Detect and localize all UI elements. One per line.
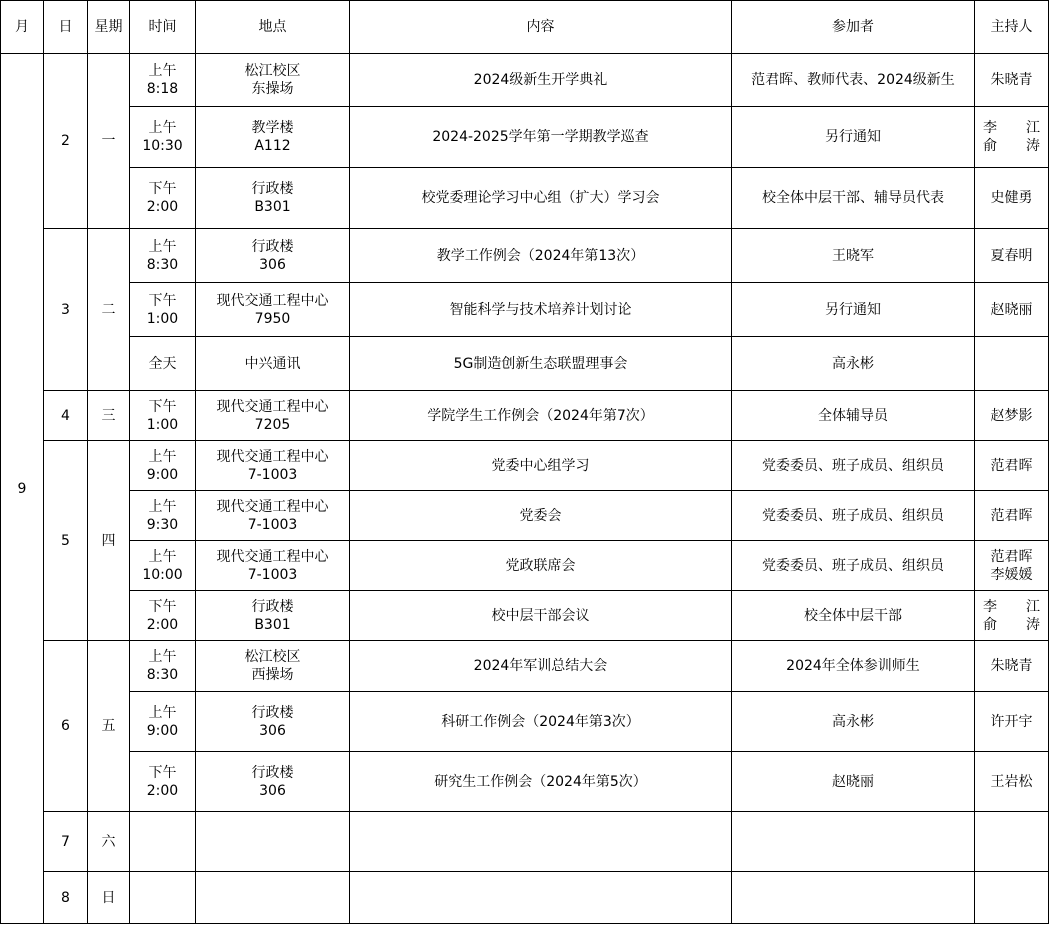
host-name: 王岩松: [990, 773, 1033, 790]
event-location-cell: [196, 872, 350, 924]
event-content-cell: 学院学生工作例会（2024年第7次）: [350, 391, 732, 441]
host-name: 朱晓青: [990, 72, 1033, 88]
event-content-cell: 教学工作例会（2024年第13次）: [350, 229, 732, 283]
event-time-cell: 下午 2:00: [130, 591, 196, 641]
event-host-cell: [975, 541, 1049, 591]
event-host-cell: [975, 641, 1049, 692]
event-content-cell: [350, 812, 732, 872]
host-name: 范君晖: [990, 507, 1033, 524]
host-name: 俞 涛: [983, 138, 1040, 154]
weekday-cell: 五: [88, 641, 130, 812]
schedule-row: [1, 107, 1049, 168]
host-name: 范君晖: [990, 548, 1033, 565]
event-content-cell: 2024-2025学年第一学期教学巡查: [350, 107, 732, 168]
weekday-cell: 四: [88, 441, 130, 641]
day-cell: 7: [44, 812, 88, 872]
host-name: 李 江: [983, 598, 1040, 615]
event-host-cell: [975, 54, 1049, 107]
event-participants-cell: 校全体中层干部、辅导员代表: [732, 168, 975, 229]
event-host-cell: [975, 391, 1049, 441]
schedule-row: [1, 752, 1049, 812]
event-time-cell: 下午 2:00: [130, 168, 196, 229]
event-location-cell: 中兴通讯: [196, 337, 350, 391]
event-time-cell: 上午 8:18: [130, 54, 196, 107]
host-name: 俞 涛: [983, 616, 1040, 633]
event-time-cell: 下午 2:00: [130, 752, 196, 812]
event-location-cell: 行政楼 B301: [196, 591, 350, 641]
schedule-row: [1, 391, 1049, 441]
event-participants-cell: 党委委员、班子成员、组织员: [732, 441, 975, 491]
event-participants-cell: 党委委员、班子成员、组织员: [732, 491, 975, 541]
header-time: 时间: [130, 1, 196, 54]
weekday-cell: 日: [88, 872, 130, 924]
event-participants-cell: [732, 812, 975, 872]
schedule-row: [1, 168, 1049, 229]
schedule-row: [1, 872, 1049, 924]
event-location-cell: 行政楼 306: [196, 229, 350, 283]
event-host-cell: [975, 337, 1049, 391]
event-content-cell: 党委中心组学习: [350, 441, 732, 491]
event-location-cell: 现代交通工程中心 7-1003: [196, 541, 350, 591]
event-host-cell: [975, 107, 1049, 168]
header-month: 月: [1, 1, 44, 54]
event-time-cell: 上午 9:00: [130, 692, 196, 752]
header-weekday: 星期: [88, 1, 130, 54]
event-location-cell: 教学楼 A112: [196, 107, 350, 168]
event-location-cell: 现代交通工程中心 7-1003: [196, 441, 350, 491]
weekday-cell: 六: [88, 812, 130, 872]
event-participants-cell: 2024年全体参训师生: [732, 641, 975, 692]
event-time-cell: 上午 8:30: [130, 229, 196, 283]
event-content-cell: 党委会: [350, 491, 732, 541]
event-time-cell: 上午 9:30: [130, 491, 196, 541]
event-location-cell: 行政楼 306: [196, 692, 350, 752]
day-cell: 5: [44, 441, 88, 641]
day-cell: 6: [44, 641, 88, 812]
event-location-cell: [196, 812, 350, 872]
event-participants-cell: 党委委员、班子成员、组织员: [732, 541, 975, 591]
header-participants: 参加者: [732, 1, 975, 54]
event-participants-cell: 校全体中层干部: [732, 591, 975, 641]
header-row: [1, 1, 1049, 54]
event-time-cell: 上午 10:00: [130, 541, 196, 591]
schedule-row: [1, 441, 1049, 491]
event-time-cell: 下午 1:00: [130, 283, 196, 337]
event-content-cell: 党政联席会: [350, 541, 732, 591]
event-content-cell: 智能科学与技术培养计划讨论: [350, 283, 732, 337]
host-name: 朱晓青: [990, 658, 1033, 674]
event-time-cell: 下午 1:00: [130, 391, 196, 441]
host-name: 范君晖: [990, 457, 1033, 474]
event-location-cell: 松江校区 西操场: [196, 641, 350, 692]
event-content-cell: 5G制造创新生态联盟理事会: [350, 337, 732, 391]
schedule-row: [1, 229, 1049, 283]
schedule-row: [1, 641, 1049, 692]
event-host-cell: [975, 872, 1049, 924]
event-content-cell: 2024年军训总结大会: [350, 641, 732, 692]
host-name: 许开宇: [990, 713, 1033, 730]
event-host-cell: [975, 168, 1049, 229]
event-participants-cell: 王晓军: [732, 229, 975, 283]
event-host-cell: [975, 692, 1049, 752]
host-name: 李 江: [983, 120, 1040, 136]
event-location-cell: 现代交通工程中心 7205: [196, 391, 350, 441]
schedule-row: [1, 54, 1049, 107]
event-time-cell: [130, 872, 196, 924]
event-time-cell: 上午 9:00: [130, 441, 196, 491]
event-location-cell: 现代交通工程中心 7950: [196, 283, 350, 337]
day-cell: 4: [44, 391, 88, 441]
event-participants-cell: 另行通知: [732, 107, 975, 168]
schedule-row: [1, 283, 1049, 337]
host-name: 史健勇: [990, 190, 1033, 206]
day-cell: 3: [44, 229, 88, 391]
event-time-cell: 全天: [130, 337, 196, 391]
event-time-cell: 上午 8:30: [130, 641, 196, 692]
event-participants-cell: 范君晖、教师代表、2024级新生: [732, 54, 975, 107]
schedule-row: [1, 491, 1049, 541]
event-participants-cell: 赵晓丽: [732, 752, 975, 812]
header-location: 地点: [196, 1, 350, 54]
header-host: 主持人: [975, 1, 1049, 54]
weekday-cell: 一: [88, 54, 130, 229]
event-time-cell: 上午 10:30: [130, 107, 196, 168]
schedule-row: [1, 692, 1049, 752]
event-participants-cell: 全体辅导员: [732, 391, 975, 441]
weekday-cell: 三: [88, 391, 130, 441]
month-cell: 9: [1, 54, 44, 924]
event-host-cell: [975, 491, 1049, 541]
event-host-cell: [975, 441, 1049, 491]
event-participants-cell: 另行通知: [732, 283, 975, 337]
event-location-cell: 行政楼 306: [196, 752, 350, 812]
event-content-cell: [350, 872, 732, 924]
event-location-cell: 松江校区 东操场: [196, 54, 350, 107]
host-name: 李媛媛: [990, 566, 1033, 583]
schedule-row: [1, 337, 1049, 391]
weekday-cell: 二: [88, 229, 130, 391]
event-host-cell: [975, 591, 1049, 641]
event-participants-cell: 高永彬: [732, 337, 975, 391]
host-name: 赵梦影: [990, 407, 1033, 424]
event-participants-cell: [732, 872, 975, 924]
event-participants-cell: 高永彬: [732, 692, 975, 752]
event-content-cell: 科研工作例会（2024年第3次）: [350, 692, 732, 752]
event-content-cell: 校党委理论学习中心组（扩大）学习会: [350, 168, 732, 229]
host-name: 夏春明: [990, 247, 1033, 264]
schedule-row: [1, 812, 1049, 872]
day-cell: 2: [44, 54, 88, 229]
event-host-cell: [975, 229, 1049, 283]
event-location-cell: 行政楼 B301: [196, 168, 350, 229]
event-host-cell: [975, 752, 1049, 812]
event-content-cell: 校中层干部会议: [350, 591, 732, 641]
header-content: 内容: [350, 1, 732, 54]
host-name: 赵晓丽: [990, 301, 1033, 318]
event-content-cell: 2024级新生开学典礼: [350, 54, 732, 107]
event-host-cell: [975, 283, 1049, 337]
event-time-cell: [130, 812, 196, 872]
schedule-row: [1, 541, 1049, 591]
event-host-cell: [975, 812, 1049, 872]
day-cell: 8: [44, 872, 88, 924]
schedule-row: [1, 591, 1049, 641]
event-content-cell: 研究生工作例会（2024年第5次）: [350, 752, 732, 812]
header-day: 日: [44, 1, 88, 54]
event-location-cell: 现代交通工程中心 7-1003: [196, 491, 350, 541]
